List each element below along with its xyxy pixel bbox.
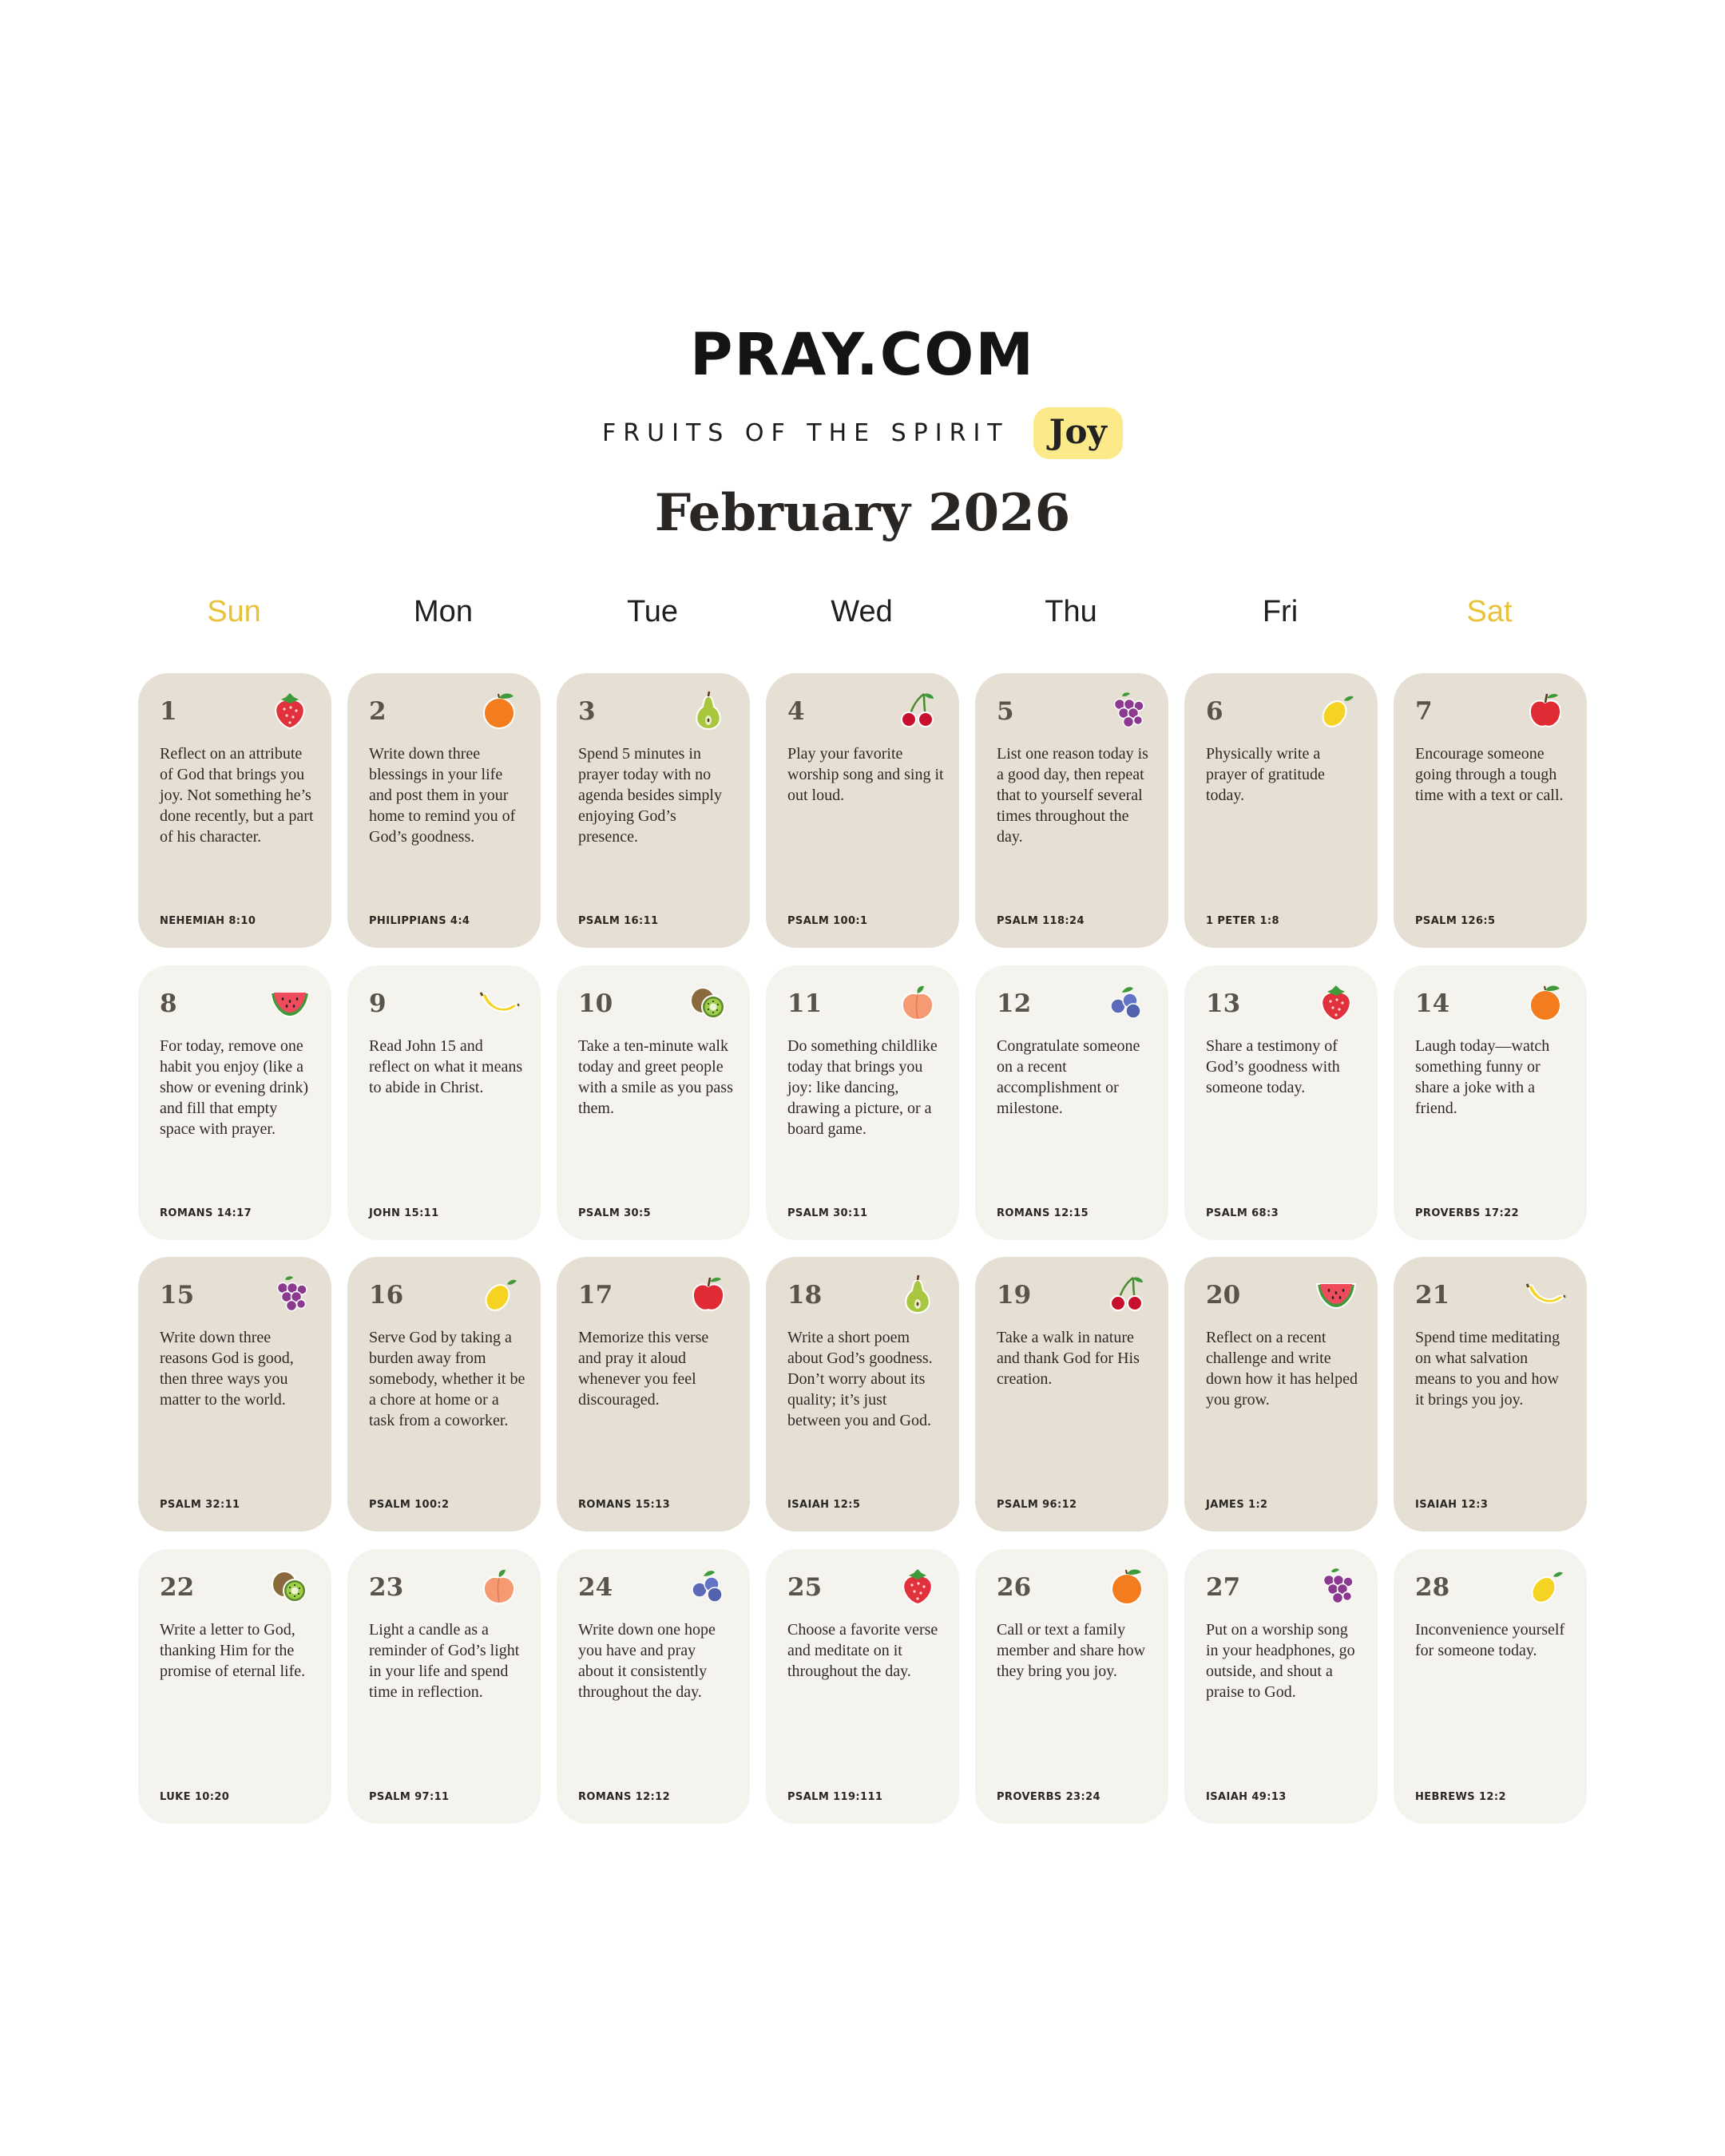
pear-icon [897, 1273, 938, 1314]
verse-reference: PSALM 30:5 [578, 1207, 652, 1219]
day-task: Write down one hope you have and pray about it consistently throughout the day. [578, 1621, 716, 1701]
kiwi-icon [688, 981, 729, 1023]
day-card [347, 965, 541, 1240]
verse-reference: PSALM 126:5 [1415, 915, 1496, 927]
day-number: 24 [578, 1573, 613, 1602]
day-number: 23 [369, 1573, 404, 1602]
day-number: 25 [787, 1573, 823, 1602]
verse-reference: PSALM 32:11 [160, 1499, 240, 1511]
day-number: 15 [160, 1281, 195, 1310]
verse-reference: PSALM 68:3 [1206, 1207, 1279, 1219]
day-task: Play your favorite worship song and sing it out loud. [787, 745, 944, 804]
day-task: Reflect on an attribute of God that brings you joy. Not something he’s done recently, but a part of his character. [160, 745, 314, 846]
watermelon-icon [1315, 1273, 1357, 1314]
lemon-icon [478, 1273, 520, 1314]
orange-icon [1525, 981, 1566, 1023]
verse-reference: HEBREWS 12:2 [1415, 1791, 1506, 1803]
kiwi-icon [269, 1565, 311, 1607]
day-card [347, 1549, 541, 1824]
weekday-thu: Thu [1045, 595, 1097, 628]
day-number: 21 [1415, 1281, 1450, 1310]
day-card [1184, 1257, 1378, 1532]
day-number: 12 [997, 989, 1032, 1018]
day-task: For today, remove one habit you enjoy (like a show or evening drink) and fill that empty space with prayer. [160, 1037, 309, 1138]
month-title: February 2026 [654, 483, 1071, 543]
day-card [766, 1257, 959, 1532]
strawberry-icon [269, 689, 311, 731]
apple-icon [1525, 689, 1566, 731]
day-task: Write a short poem about God’s goodness. Don’t worry about its quality; it’s just between you and God. [787, 1329, 933, 1429]
day-number: 5 [997, 697, 1014, 726]
day-number: 22 [160, 1573, 195, 1602]
banana-icon [478, 981, 520, 1023]
day-task: Inconvenience yourself for someone today. [1415, 1621, 1565, 1659]
day-card [557, 1549, 750, 1824]
blueberry-icon [1106, 981, 1148, 1023]
peach-icon [478, 1565, 520, 1607]
day-card [347, 1257, 541, 1532]
verse-reference: 1 PETER 1:8 [1206, 915, 1279, 927]
day-task: Spend time meditating on what salvation means to you and how it brings you joy. [1415, 1329, 1560, 1409]
strawberry-icon [897, 1565, 938, 1607]
day-number: 11 [787, 989, 823, 1018]
day-task: Write down three blessings in your life and post them in your home to remind you of God’s goodness. [369, 745, 516, 846]
verse-reference: JOHN 15:11 [369, 1207, 439, 1219]
day-task: Take a walk in nature and thank God for His creation. [997, 1329, 1140, 1388]
day-number: 28 [1415, 1573, 1450, 1602]
day-task: Encourage someone going through a tough time with a text or call. [1415, 745, 1564, 804]
day-card [766, 965, 959, 1240]
weekday-sun: Sun [207, 595, 261, 628]
peach-icon [897, 981, 938, 1023]
day-number: 27 [1206, 1573, 1241, 1602]
day-card [557, 1257, 750, 1532]
weekday-tue: Tue [626, 595, 679, 628]
day-card [1394, 1549, 1587, 1824]
lemon-icon [1315, 689, 1357, 731]
day-card [975, 965, 1168, 1240]
day-task: Laugh today—watch something funny or share a joke with a friend. [1415, 1037, 1550, 1117]
day-task: Do something childlike today that brings you joy: like dancing, drawing a picture, or a board game. [787, 1037, 938, 1138]
strawberry-icon [1315, 981, 1357, 1023]
theme-badge: Joy [1033, 407, 1123, 459]
day-number: 4 [787, 697, 805, 726]
day-card [557, 965, 750, 1240]
day-card [1184, 965, 1378, 1240]
day-task: Serve God by taking a burden away from somebody, whether it be a chore at home or a task from a coworker. [369, 1329, 525, 1429]
day-card [347, 673, 541, 948]
day-task: Choose a favorite verse and meditate on it throughout the day. [787, 1621, 938, 1680]
weekday-fri: Fri [1262, 595, 1299, 628]
day-task: Share a testimony of God’s goodness with someone today. [1206, 1037, 1340, 1096]
cherry-icon [897, 689, 938, 731]
day-card [766, 673, 959, 948]
day-number: 2 [369, 697, 387, 726]
day-task: Reflect on a recent challenge and write down how it has helped you grow. [1206, 1329, 1358, 1409]
verse-reference: ISAIAH 49:13 [1206, 1791, 1287, 1803]
day-number: 26 [997, 1573, 1032, 1602]
verse-reference: PROVERBS 23:24 [997, 1791, 1100, 1803]
grapes-icon [1315, 1565, 1357, 1607]
day-card [138, 673, 331, 948]
orange-icon [1106, 1565, 1148, 1607]
day-card [975, 1549, 1168, 1824]
day-task: Congratulate someone on a recent accomplishment or milestone. [997, 1037, 1140, 1117]
pear-icon [688, 689, 729, 731]
day-number: 1 [160, 697, 177, 726]
day-task: Write down three reasons God is good, then three ways you matter to the world. [160, 1329, 294, 1409]
orange-icon [478, 689, 520, 731]
day-task: List one reason today is a good day, then repeat that to yourself several times throughout the day. [997, 745, 1148, 846]
day-task: Read John 15 and reflect on what it means to abide in Christ. [369, 1037, 523, 1096]
day-card [1394, 1257, 1587, 1532]
apple-icon [688, 1273, 729, 1314]
day-number: 6 [1206, 697, 1223, 726]
weekday-sat: Sat [1466, 595, 1513, 628]
verse-reference: PROVERBS 17:22 [1415, 1207, 1519, 1219]
verse-reference: PSALM 118:24 [997, 915, 1085, 927]
verse-reference: PHILIPPIANS 4:4 [369, 915, 470, 927]
lemon-icon [1525, 1565, 1566, 1607]
day-number: 14 [1415, 989, 1450, 1018]
verse-reference: JAMES 1:2 [1206, 1499, 1268, 1511]
day-card [1394, 965, 1587, 1240]
day-card [138, 965, 331, 1240]
verse-reference: ROMANS 14:17 [160, 1207, 252, 1219]
day-number: 10 [578, 989, 613, 1018]
verse-reference: ISAIAH 12:5 [787, 1499, 861, 1511]
weekday-wed: Wed [831, 595, 893, 628]
watermelon-icon [269, 981, 311, 1023]
grapes-icon [1106, 689, 1148, 731]
day-number: 20 [1206, 1281, 1241, 1310]
verse-reference: PSALM 96:12 [997, 1499, 1077, 1511]
day-task: Put on a worship song in your headphones, go outside, and shout a praise to God. [1206, 1621, 1355, 1701]
day-number: 7 [1415, 697, 1433, 726]
verse-reference: PSALM 30:11 [787, 1207, 868, 1219]
day-number: 3 [578, 697, 596, 726]
day-task: Take a ten-minute walk today and greet people with a smile as you pass them. [578, 1037, 733, 1117]
day-number: 9 [369, 989, 387, 1018]
day-card [975, 1257, 1168, 1532]
subtitle-row [0, 403, 1725, 462]
day-task: Physically write a prayer of gratitude today. [1206, 745, 1325, 804]
day-task: Write a letter to God, thanking Him for the promise of eternal life. [160, 1621, 306, 1680]
day-task: Call or text a family member and share how they bring you joy. [997, 1621, 1146, 1680]
day-card [138, 1257, 331, 1532]
day-number: 8 [160, 989, 177, 1018]
verse-reference: LUKE 10:20 [160, 1791, 230, 1803]
verse-reference: ROMANS 12:15 [997, 1207, 1089, 1219]
day-task: Light a candle as a reminder of God’s light in your life and spend time in reflection. [369, 1621, 520, 1701]
brand-logo: PRAY.COM [689, 321, 1035, 389]
day-card [1394, 673, 1587, 948]
verse-reference: PSALM 100:1 [787, 915, 868, 927]
verse-reference: ROMANS 12:12 [578, 1791, 671, 1803]
day-number: 18 [787, 1281, 823, 1310]
grapes-icon [269, 1273, 311, 1314]
day-number: 17 [578, 1281, 613, 1310]
verse-reference: ISAIAH 12:3 [1415, 1499, 1489, 1511]
day-number: 16 [369, 1281, 404, 1310]
day-card [138, 1549, 331, 1824]
verse-reference: PSALM 16:11 [578, 915, 659, 927]
day-card [1184, 673, 1378, 948]
day-task: Memorize this verse and pray it aloud whenever you feel discouraged. [578, 1329, 709, 1409]
day-card [975, 673, 1168, 948]
day-number: 13 [1206, 989, 1241, 1018]
cherry-icon [1106, 1273, 1148, 1314]
verse-reference: PSALM 119:111 [787, 1791, 883, 1803]
weekday-mon: Mon [414, 595, 473, 628]
verse-reference: PSALM 97:11 [369, 1791, 450, 1803]
day-task: Spend 5 minutes in prayer today with no agenda besides simply enjoying God’s presence. [578, 745, 722, 846]
banana-icon [1525, 1273, 1566, 1314]
verse-reference: NEHEMIAH 8:10 [160, 915, 256, 927]
verse-reference: PSALM 100:2 [369, 1499, 450, 1511]
day-card [1184, 1549, 1378, 1824]
day-card [557, 673, 750, 948]
day-card [766, 1549, 959, 1824]
day-number: 19 [997, 1281, 1032, 1310]
blueberry-icon [688, 1565, 729, 1607]
verse-reference: ROMANS 15:13 [578, 1499, 671, 1511]
series-subtitle: FRUITS OF THE SPIRIT [602, 418, 1009, 447]
